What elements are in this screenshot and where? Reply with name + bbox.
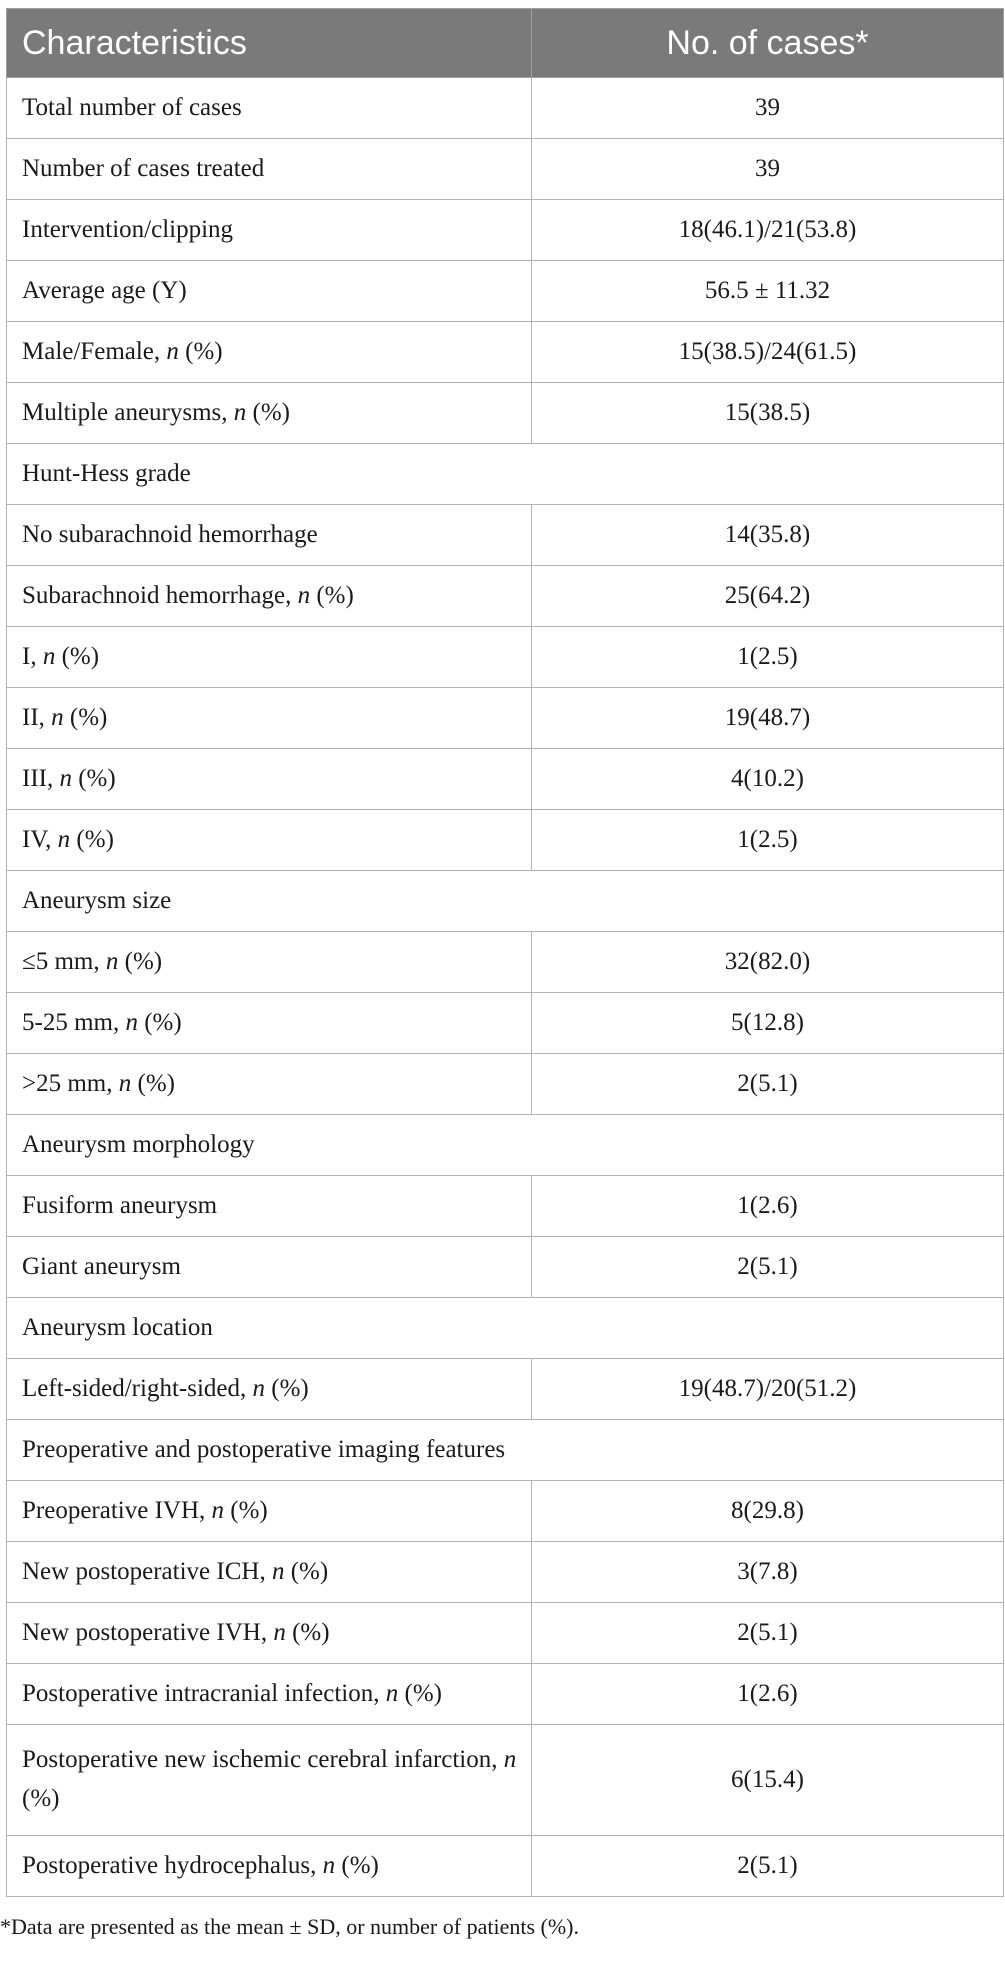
table-row bbox=[7, 932, 1004, 993]
row-label-text: Intervention/clipping bbox=[22, 215, 234, 243]
row-label-n: n bbox=[51, 703, 64, 731]
row-value: 14(35.8) bbox=[532, 505, 1004, 566]
row-label-n: n bbox=[322, 1851, 336, 1879]
row-label-text: New postoperative ICH, bbox=[22, 1557, 272, 1585]
row-label bbox=[7, 1542, 532, 1603]
table-row bbox=[7, 1237, 1004, 1298]
row-value: 4(10.2) bbox=[532, 749, 1004, 810]
row-label bbox=[7, 993, 532, 1054]
row-value: 39 bbox=[532, 78, 1004, 139]
row-label-text: Fusiform aneurysm bbox=[22, 1191, 218, 1219]
row-value: 39 bbox=[532, 139, 1004, 200]
row-label-n: n bbox=[59, 764, 72, 792]
row-label-suffix: (%) bbox=[285, 1618, 330, 1646]
section-row bbox=[7, 871, 1004, 932]
row-label bbox=[7, 1481, 532, 1542]
table-row bbox=[7, 810, 1004, 871]
row-label-n: n bbox=[42, 642, 56, 670]
row-label bbox=[7, 932, 532, 993]
row-label bbox=[7, 322, 532, 383]
row-label-text: Postoperative new ischemic cerebral infarction, bbox=[22, 1746, 504, 1774]
row-label bbox=[7, 810, 532, 871]
row-label-suffix: (%) bbox=[398, 1679, 442, 1707]
row-label-text: III, bbox=[22, 764, 60, 792]
row-label bbox=[7, 566, 532, 627]
row-label bbox=[7, 383, 532, 444]
row-label-n: n bbox=[57, 825, 71, 853]
table-row bbox=[7, 1603, 1004, 1664]
row-label-text: Postoperative intracranial infection, bbox=[22, 1679, 386, 1707]
row-value: 2(5.1) bbox=[532, 1603, 1004, 1664]
section-label: Hunt-Hess grade bbox=[7, 444, 1004, 505]
row-label-suffix: (%) bbox=[284, 1557, 329, 1585]
row-label-text: IV, bbox=[22, 825, 58, 853]
row-label-n: n bbox=[385, 1679, 399, 1707]
row-label-suffix: (%) bbox=[137, 1008, 182, 1036]
row-label-suffix: (%) bbox=[118, 947, 163, 975]
row-label bbox=[7, 1176, 532, 1237]
row-label bbox=[7, 261, 532, 322]
table-row bbox=[7, 1725, 1004, 1836]
table-row bbox=[7, 688, 1004, 749]
row-label-n: n bbox=[503, 1746, 517, 1774]
table-row bbox=[7, 322, 1004, 383]
section-row bbox=[7, 1420, 1004, 1481]
row-label-text: Left-sided/right-sided, bbox=[22, 1374, 253, 1402]
section-label: Preoperative and postoperative imaging features bbox=[7, 1420, 1004, 1481]
row-value: 18(46.1)/21(53.8) bbox=[532, 200, 1004, 261]
row-label-n: n bbox=[252, 1374, 265, 1402]
row-value: 5(12.8) bbox=[532, 993, 1004, 1054]
table-row bbox=[7, 505, 1004, 566]
row-label-text: Multiple aneurysms, bbox=[22, 398, 234, 426]
row-label-suffix: (%) bbox=[70, 825, 114, 853]
row-value: 1(2.6) bbox=[532, 1176, 1004, 1237]
row-label-text: II, bbox=[22, 703, 52, 731]
row-label-n: n bbox=[211, 1496, 225, 1524]
row-label-suffix: (%) bbox=[178, 337, 223, 365]
row-label bbox=[7, 200, 532, 261]
row-value: 2(5.1) bbox=[532, 1237, 1004, 1298]
row-value: 1(2.5) bbox=[532, 627, 1004, 688]
row-value: 15(38.5) bbox=[532, 383, 1004, 444]
row-value: 2(5.1) bbox=[532, 1836, 1004, 1897]
table-row bbox=[7, 566, 1004, 627]
characteristics-table bbox=[6, 8, 1004, 1897]
row-value: 2(5.1) bbox=[532, 1054, 1004, 1115]
row-value: 1(2.5) bbox=[532, 810, 1004, 871]
table-row bbox=[7, 1542, 1004, 1603]
row-value: 56.5 ± 11.32 bbox=[532, 261, 1004, 322]
row-value: 15(38.5)/24(61.5) bbox=[532, 322, 1004, 383]
table-row bbox=[7, 993, 1004, 1054]
header-characteristics: Characteristics bbox=[7, 9, 532, 78]
row-label bbox=[7, 1237, 532, 1298]
row-label-n: n bbox=[271, 1557, 285, 1585]
section-row bbox=[7, 1298, 1004, 1359]
table-body bbox=[7, 78, 1004, 1897]
row-label bbox=[7, 1664, 532, 1725]
row-label bbox=[7, 1603, 532, 1664]
section-label: Aneurysm size bbox=[7, 871, 1004, 932]
table-row bbox=[7, 1054, 1004, 1115]
row-label-n: n bbox=[105, 947, 119, 975]
row-label-text: Subarachnoid hemorrhage, bbox=[22, 581, 298, 609]
row-label-text: >25 mm, bbox=[22, 1069, 119, 1097]
row-label bbox=[7, 1725, 532, 1836]
row-label-suffix: (%) bbox=[22, 1785, 60, 1812]
table-row bbox=[7, 1481, 1004, 1542]
table-footnote: *Data are presented as the mean ± SD, or number of patients (%). bbox=[0, 1914, 579, 1939]
row-label bbox=[7, 749, 532, 810]
row-label-text: No subarachnoid hemorrhage bbox=[22, 520, 318, 548]
row-label-suffix: (%) bbox=[335, 1851, 379, 1879]
table-row bbox=[7, 1359, 1004, 1420]
row-value: 1(2.6) bbox=[532, 1664, 1004, 1725]
row-label-n: n bbox=[166, 337, 179, 365]
row-label bbox=[7, 627, 532, 688]
row-label bbox=[7, 505, 532, 566]
row-label-n: n bbox=[118, 1069, 132, 1097]
row-label bbox=[7, 1359, 532, 1420]
table-row bbox=[7, 749, 1004, 810]
row-label-suffix: (%) bbox=[55, 642, 100, 670]
table-header-row bbox=[7, 9, 1004, 78]
row-label-text: ≤5 mm, bbox=[22, 947, 106, 975]
row-value: 19(48.7)/20(51.2) bbox=[532, 1359, 1004, 1420]
table-row bbox=[7, 78, 1004, 139]
row-label-n: n bbox=[273, 1618, 286, 1646]
row-label bbox=[7, 139, 532, 200]
row-label-text: Total number of cases bbox=[22, 93, 242, 121]
table-row bbox=[7, 200, 1004, 261]
section-label: Aneurysm location bbox=[7, 1298, 1004, 1359]
row-label bbox=[7, 1836, 532, 1897]
row-label-text: 5-25 mm, bbox=[22, 1008, 126, 1036]
row-label bbox=[7, 78, 532, 139]
row-label-text: Giant aneurysm bbox=[22, 1252, 181, 1280]
table-row bbox=[7, 627, 1004, 688]
row-label-suffix: (%) bbox=[310, 581, 354, 609]
table-row bbox=[7, 1176, 1004, 1237]
row-label-text: New postoperative IVH, bbox=[22, 1618, 274, 1646]
row-value: 32(82.0) bbox=[532, 932, 1004, 993]
row-label-suffix: (%) bbox=[131, 1069, 175, 1097]
row-value: 19(48.7) bbox=[532, 688, 1004, 749]
row-label bbox=[7, 1054, 532, 1115]
table-row bbox=[7, 139, 1004, 200]
row-label-text: I, bbox=[22, 642, 43, 670]
row-value: 6(15.4) bbox=[532, 1725, 1004, 1836]
header-cases: No. of cases* bbox=[532, 9, 1004, 78]
row-label-suffix: (%) bbox=[71, 764, 116, 792]
table-row bbox=[7, 1836, 1004, 1897]
section-row bbox=[7, 444, 1004, 505]
row-value: 8(29.8) bbox=[532, 1481, 1004, 1542]
table-row bbox=[7, 383, 1004, 444]
row-label-text: Number of cases treated bbox=[22, 154, 265, 182]
table-row bbox=[7, 261, 1004, 322]
row-label-text: Preoperative IVH, bbox=[22, 1496, 212, 1524]
row-label-n: n bbox=[297, 581, 311, 609]
row-label-suffix: (%) bbox=[224, 1496, 268, 1524]
section-label: Aneurysm morphology bbox=[7, 1115, 1004, 1176]
table-row bbox=[7, 1664, 1004, 1725]
row-label-text: Male/Female, bbox=[22, 337, 167, 365]
row-label-n: n bbox=[125, 1008, 138, 1036]
row-label-suffix: (%) bbox=[246, 398, 291, 426]
row-value: 3(7.8) bbox=[532, 1542, 1004, 1603]
section-row bbox=[7, 1115, 1004, 1176]
row-label-text: Average age (Y) bbox=[22, 276, 187, 304]
row-label-text: Postoperative hydrocephalus, bbox=[22, 1851, 323, 1879]
row-label-suffix: (%) bbox=[63, 703, 108, 731]
row-label-n: n bbox=[233, 398, 247, 426]
row-label bbox=[7, 688, 532, 749]
row-value: 25(64.2) bbox=[532, 566, 1004, 627]
row-label-suffix: (%) bbox=[265, 1374, 309, 1402]
